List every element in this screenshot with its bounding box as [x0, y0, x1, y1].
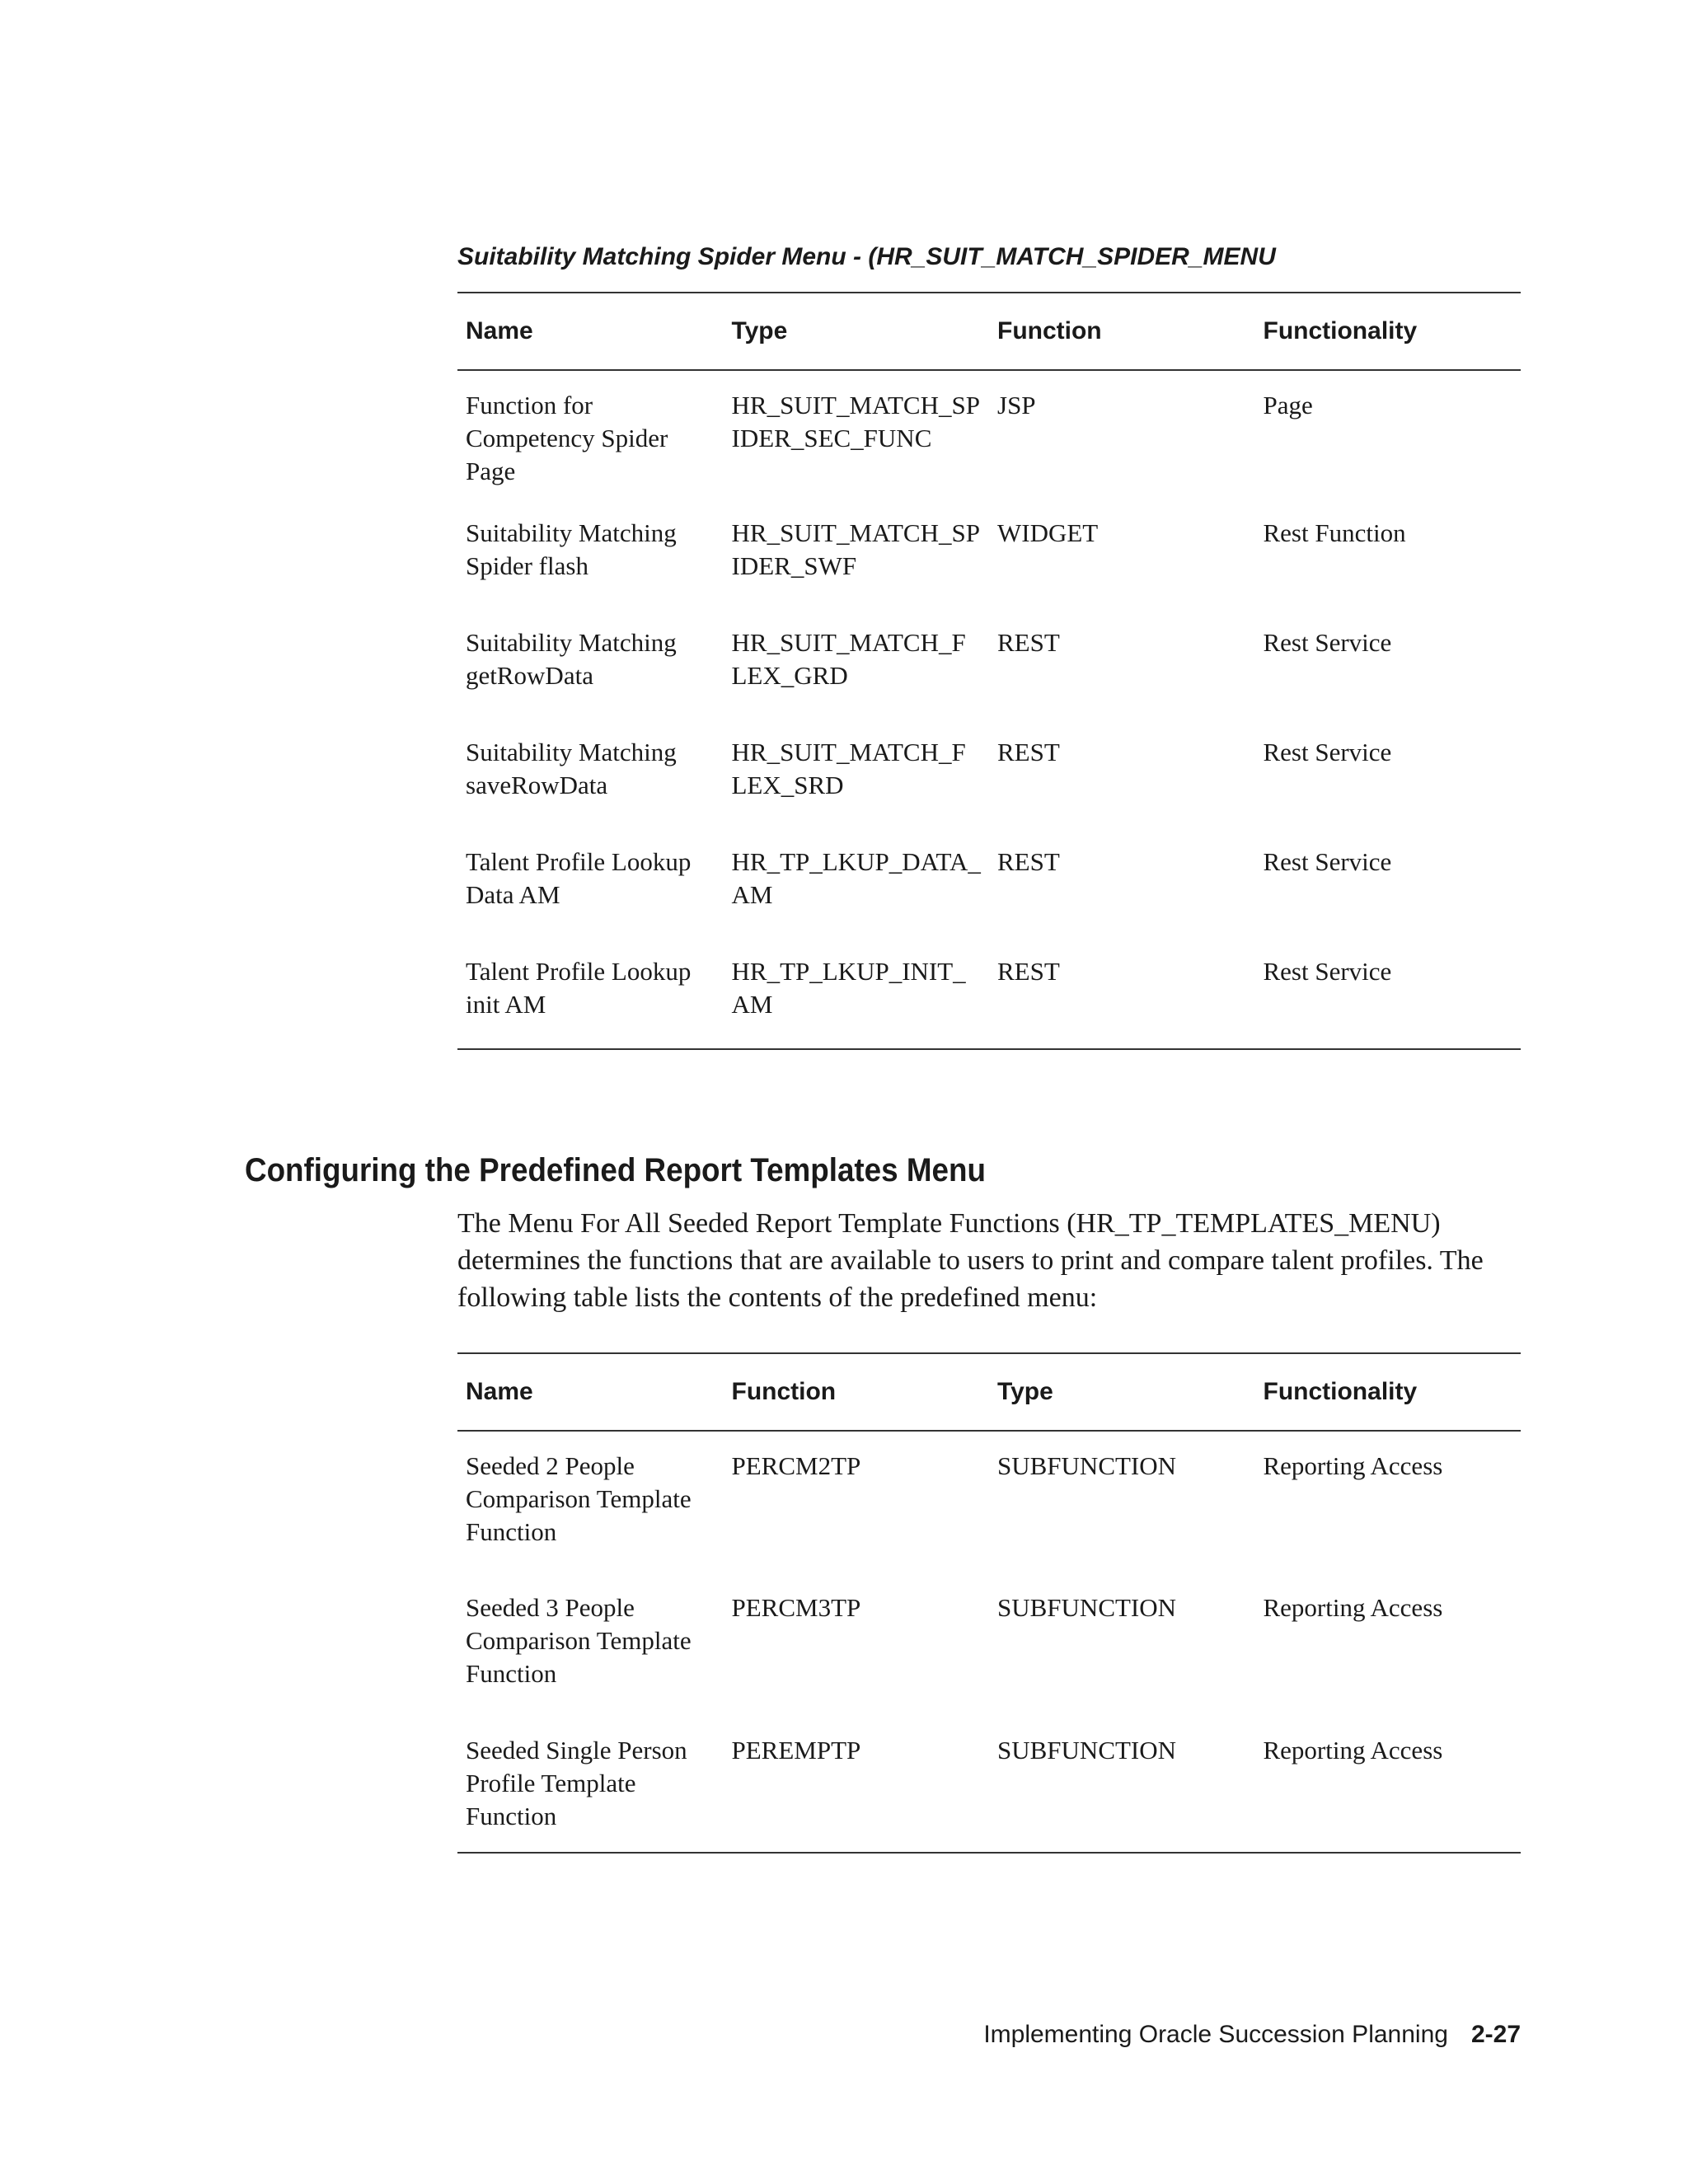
column-header-function: Function [989, 293, 1255, 370]
cell-function: REST [997, 957, 1060, 986]
column-header-type: Type [724, 293, 990, 370]
cell-functionality: Reporting Access [1263, 1736, 1443, 1765]
column-header-function: Function [724, 1353, 990, 1431]
cell-functionality: Page [1263, 391, 1313, 419]
cell-functionality: Reporting Access [1263, 1451, 1443, 1480]
table-row [457, 724, 1521, 834]
column-header-type: Type [989, 1353, 1255, 1431]
cell-functionality: Rest Function [1263, 518, 1406, 547]
cell-name: Seeded 2 People Comparison Template Function [466, 1451, 692, 1546]
table-row [457, 834, 1521, 944]
table-row [457, 505, 1521, 615]
cell-function: PERCM3TP [731, 1593, 861, 1622]
page-footer [983, 2021, 1521, 2049]
report-templates-table [457, 1352, 1521, 1854]
column-header-name: Name [457, 293, 724, 370]
cell-type: HR_SUIT_MATCH_SPIDER_SWF [731, 518, 980, 580]
table-row [457, 370, 1521, 505]
table-header-row [457, 1353, 1521, 1431]
cell-function: WIDGET [997, 518, 1099, 547]
cell-functionality: Rest Service [1263, 738, 1392, 766]
cell-function: JSP [997, 391, 1036, 419]
cell-function: REST [997, 847, 1060, 876]
cell-functionality: Rest Service [1263, 957, 1392, 986]
cell-name: Seeded Single Person Profile Template Function [466, 1736, 687, 1830]
cell-functionality: Rest Service [1263, 847, 1392, 876]
cell-functionality: Rest Service [1263, 628, 1392, 657]
cell-type: HR_SUIT_MATCH_SPIDER_SEC_FUNC [731, 391, 980, 452]
cell-type: SUBFUNCTION [997, 1451, 1177, 1480]
cell-functionality: Reporting Access [1263, 1593, 1443, 1622]
table-row [457, 615, 1521, 724]
page-number: 2-27 [1470, 2021, 1521, 2048]
cell-name: Talent Profile Lookup init AM [466, 957, 692, 1019]
cell-name: Function for Competency Spider Page [466, 391, 668, 485]
cell-name: Suitability Matching saveRowData [466, 738, 677, 799]
column-header-functionality: Functionality [1255, 1353, 1522, 1431]
table-row [457, 944, 1521, 1049]
cell-function: REST [997, 628, 1060, 657]
cell-function: PEREMPTP [731, 1736, 861, 1765]
cell-name: Suitability Matching getRowData [466, 628, 677, 690]
table-row [457, 1573, 1521, 1716]
column-header-functionality: Functionality [1255, 293, 1522, 370]
table-row [457, 1716, 1521, 1853]
cell-function: PERCM2TP [731, 1451, 861, 1480]
cell-name: Seeded 3 People Comparison Template Function [466, 1593, 692, 1688]
column-header-name: Name [457, 1353, 724, 1431]
cell-type: SUBFUNCTION [997, 1593, 1177, 1622]
footer-title: Implementing Oracle Succession Planning [983, 2021, 1448, 2048]
cell-name: Talent Profile Lookup Data AM [466, 847, 692, 909]
cell-type: HR_TP_LKUP_INIT_AM [731, 957, 966, 1019]
cell-name: Suitability Matching Spider flash [466, 518, 677, 580]
cell-type: HR_TP_LKUP_DATA_AM [731, 847, 981, 909]
table-row [457, 1431, 1521, 1573]
cell-type: SUBFUNCTION [997, 1736, 1177, 1765]
table-caption: Suitability Matching Spider Menu - (HR_SUIT_MATCH_SPIDER_MENU [457, 243, 1276, 270]
table-header-row [457, 293, 1521, 370]
cell-type: HR_SUIT_MATCH_FLEX_SRD [731, 738, 966, 799]
cell-type: HR_SUIT_MATCH_FLEX_GRD [731, 628, 966, 690]
spider-menu-table [457, 292, 1521, 1050]
cell-function: REST [997, 738, 1060, 766]
body-paragraph: The Menu For All Seeded Report Template Functions (HR_TP_TEMPLATES_MENU) determines the functions that are available to users to print and compare talent profiles. The following table lists the contents of the predefined menu: [457, 1208, 1484, 1313]
section-heading: Configuring the Predefined Report Templates Menu [245, 1152, 986, 1188]
